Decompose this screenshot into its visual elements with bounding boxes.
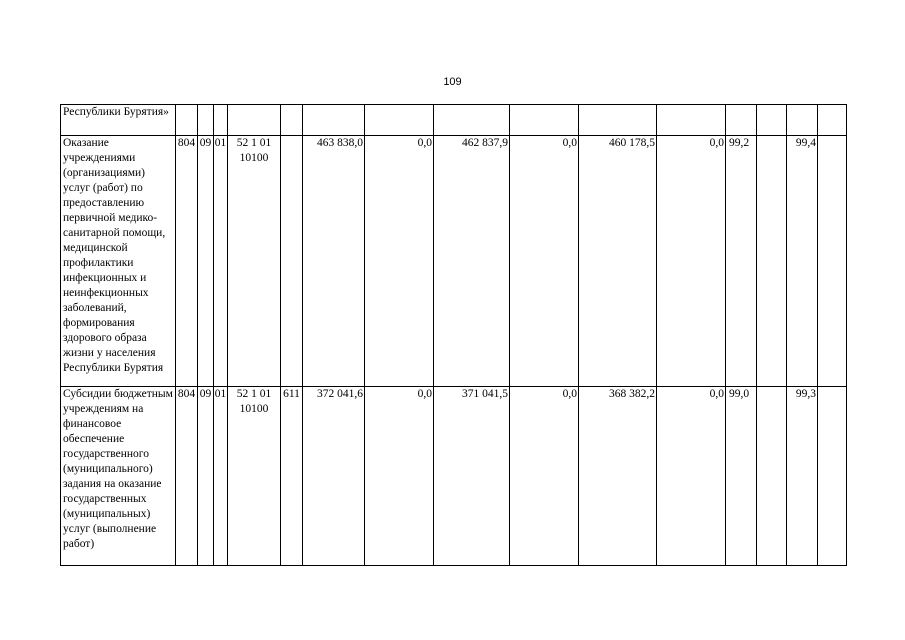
percent-4 [818,387,847,566]
ministry-code: 804 [176,136,198,387]
value-1: 463 838,0 [303,136,365,387]
percent-3: 99,4 [787,136,818,387]
value-6: 0,0 [657,387,726,566]
percent-2 [757,136,787,387]
section-code: 09 [198,136,214,387]
target-article-code [228,105,281,136]
subsection-code: 01 [214,387,228,566]
target-article-code: 52 1 01 10100 [228,387,281,566]
expense-type-code: 611 [281,387,303,566]
value-4 [510,105,579,136]
row-name: Оказание учреждениями (организациями) услуг (работ) по предоставлению первичной медико-санитарной помощи, медицинской профилактики инфекционных и неинфекционных заболеваний, формирования здорового образа жизни у населения Республики Бурятия [61,136,176,387]
section-code [198,105,214,136]
value-1: 372 041,6 [303,387,365,566]
value-2: 0,0 [365,387,434,566]
value-2 [365,105,434,136]
value-5 [579,105,657,136]
row-name: Субсидии бюджетным учреждениям на финансовое обеспечение государственного (муниципального) задания на оказание государственных (муниципальных) услуг (выполнение работ) [61,387,176,566]
value-3: 462 837,9 [434,136,510,387]
percent-3 [787,105,818,136]
table-row [61,136,847,387]
page-number: 109 [443,76,462,88]
ministry-code: 804 [176,387,198,566]
value-3 [434,105,510,136]
percent-1 [726,105,757,136]
value-4: 0,0 [510,136,579,387]
section-code: 09 [198,387,214,566]
percent-2 [757,105,787,136]
percent-4 [818,105,847,136]
value-2: 0,0 [365,136,434,387]
target-article-code: 52 1 01 10100 [228,136,281,387]
subsection-code [214,105,228,136]
budget-table [60,104,847,566]
percent-4 [818,136,847,387]
value-4: 0,0 [510,387,579,566]
expense-type-code [281,136,303,387]
value-5: 368 382,2 [579,387,657,566]
value-1 [303,105,365,136]
percent-1: 99,2 [726,136,757,387]
ministry-code [176,105,198,136]
percent-3: 99,3 [787,387,818,566]
value-6 [657,105,726,136]
percent-2 [757,387,787,566]
percent-1: 99,0 [726,387,757,566]
table-row [61,387,847,566]
value-6: 0,0 [657,136,726,387]
value-3: 371 041,5 [434,387,510,566]
table-row [61,105,847,136]
expense-type-code [281,105,303,136]
value-5: 460 178,5 [579,136,657,387]
subsection-code: 01 [214,136,228,387]
row-name: Республики Бурятия» [61,105,176,136]
